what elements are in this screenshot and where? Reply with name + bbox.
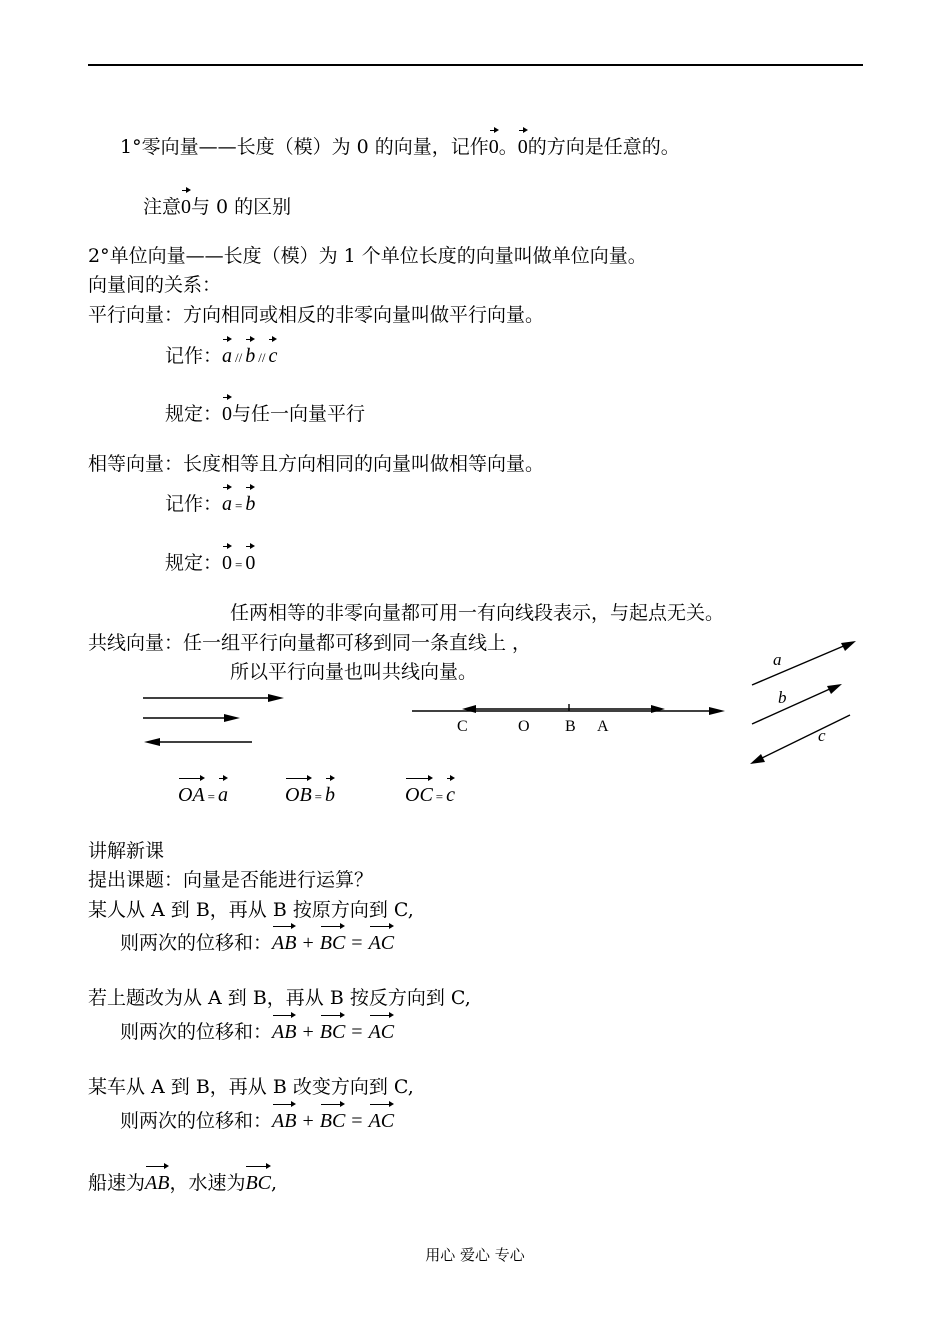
vector-b: b	[245, 484, 255, 514]
vector-a: a	[222, 484, 232, 514]
vector-a-arrow	[752, 645, 846, 685]
vector-c-arrow	[760, 715, 850, 759]
vector-zero: 0	[245, 543, 255, 573]
zero-vector-definition: 1°零向量——长度（模）为 0 的向量，记作0。0的方向是任意的。	[120, 127, 680, 159]
vector-ab: AB	[272, 923, 296, 953]
vector-zero: 0	[518, 127, 528, 157]
point-label-o: O	[518, 718, 530, 735]
equal-notation: 记作：a = b	[165, 484, 255, 518]
vector-a: a	[222, 336, 232, 366]
point-label-c: C	[457, 718, 468, 735]
relations-heading: 向量间的关系：	[88, 274, 222, 296]
arrow-head	[827, 684, 842, 694]
parallel-rule: 规定：0与任一向量平行	[165, 394, 365, 426]
parallel-vector-definition: 平行向量：方向相同或相反的非零向量叫做平行向量。	[88, 304, 545, 326]
equal-rule: 规定：0 = 0	[165, 543, 255, 577]
vector-b: b	[245, 336, 255, 366]
vector-zero: 0	[181, 187, 191, 217]
example-1: 某人从 A 到 B，再从 B 按原方向到 C,	[88, 899, 414, 921]
slanted-vectors-figure	[750, 641, 856, 764]
parallel-notation: 记作：a // b // c	[165, 336, 277, 370]
vector-c: c	[446, 775, 455, 805]
vector-bc: BC	[320, 923, 346, 953]
vector-a: a	[218, 775, 228, 805]
eq-oc-c: OC = c	[405, 775, 455, 809]
vector-zero: 0	[222, 543, 232, 573]
sum-1: 则两次的位移和：AB + BC = AC	[120, 923, 394, 955]
eq-oa-a: OA = a	[178, 775, 228, 809]
arrow-head	[841, 641, 856, 651]
sum-3: 则两次的位移和：AB + BC = AC	[120, 1101, 394, 1133]
label-c: c	[818, 726, 826, 745]
collinear-vector-definition: 共线向量：任一组平行向量都可移到同一条直线上 ，	[88, 632, 532, 654]
vector-ac: AC	[369, 923, 395, 953]
eq-ob-b: OB = b	[285, 775, 335, 809]
unit-vector-definition: 2°单位向量——长度（模）为 1 个单位长度的向量叫做单位向量。	[88, 245, 647, 267]
vector-c: c	[268, 336, 277, 366]
collinear-vector-remark: 所以平行向量也叫共线向量。	[230, 661, 478, 683]
arrow-head	[224, 714, 240, 722]
topic-question: 提出课题：向量是否能进行运算？	[88, 869, 374, 891]
point-label-a: A	[597, 718, 609, 735]
vector-zero: 0	[489, 127, 499, 157]
vector-ab: AB	[272, 1101, 296, 1131]
vector-ob: OB	[285, 775, 312, 805]
vector-ab: AB	[272, 1012, 296, 1042]
example-2: 若上题改为从 A 到 B，再从 B 按反方向到 C,	[88, 987, 471, 1009]
arrow-head	[462, 705, 476, 713]
vector-b: b	[325, 775, 335, 805]
vector-oa: OA	[178, 775, 205, 805]
label-a: a	[773, 650, 782, 669]
vector-b-arrow	[752, 688, 832, 724]
parallel-arrows-figure	[143, 694, 284, 746]
point-label-b: B	[565, 718, 576, 735]
sum-2: 则两次的位移和：AB + BC = AC	[120, 1012, 394, 1044]
vector-bc: BC	[320, 1012, 346, 1042]
equal-vector-definition: 相等向量：长度相等且方向相同的向量叫做相等向量。	[88, 453, 545, 475]
zero-vector-note: 注意0与 0 的区别	[143, 187, 291, 219]
vector-oc: OC	[405, 775, 433, 805]
vector-zero: 0	[222, 394, 232, 424]
arrow-head	[144, 738, 160, 746]
example-3: 某车从 A 到 B，再从 B 改变方向到 C,	[88, 1076, 414, 1098]
equal-vector-remark: 任两相等的非零向量都可用一有向线段表示，与起点无关。	[230, 602, 725, 624]
arrow-head	[268, 694, 284, 702]
arrow-head	[651, 705, 665, 713]
collinear-line-figure	[412, 704, 725, 715]
section-heading: 讲解新课	[88, 840, 165, 862]
arrow-head	[750, 754, 765, 764]
page-footer: 用心 爱心 专心	[425, 1246, 525, 1264]
arrow-head	[709, 707, 725, 715]
vector-ac: AC	[369, 1012, 395, 1042]
vector-bc: BC	[245, 1163, 271, 1193]
boat-water-speed: 船速为AB，水速为BC,	[88, 1163, 277, 1195]
vector-ab: AB	[145, 1163, 169, 1193]
label-b: b	[778, 688, 787, 707]
vector-bc: BC	[320, 1101, 346, 1131]
vector-ac: AC	[369, 1101, 395, 1131]
